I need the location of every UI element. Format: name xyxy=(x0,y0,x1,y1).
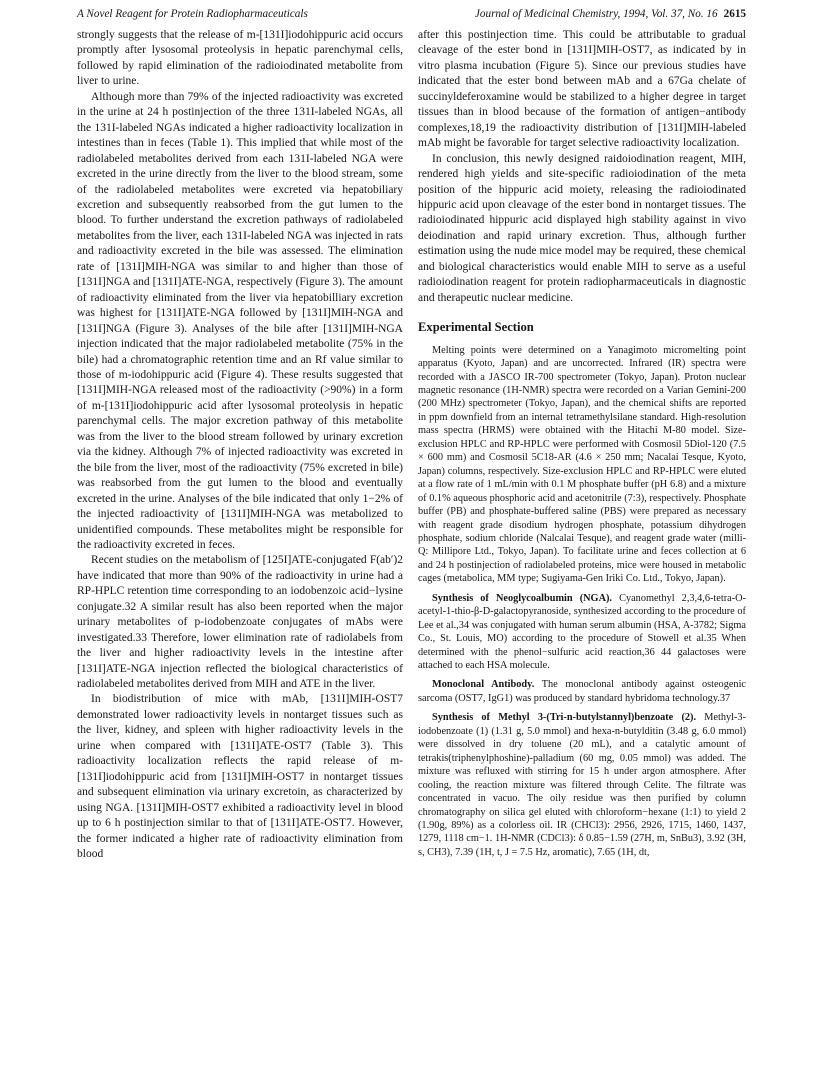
paragraph-conclusion: In conclusion, this newly designed raidoiodination reagent, MIH, rendered high yields and site-specific radioiodination of the meta position of the hippuric acid moiety, releasing the radioiodinated hippuric acid upon cleavage of the ester bond in nontarget tissues. The radioiodinated hippuric acid displayed high stability against in vivo deiodination and rapid urinary excretion. Thus, although further estimation using the nude mice model may be required, these chemical and biological characteristics would enable MIH to serve as a useful radioiodination reagent for protein radiopharmaceuticals in diagnostic and therapeutic nuclear medicine. xyxy=(418,152,746,304)
paragraph-continuation: strongly suggests that the release of m-[131I]iodohippuric acid occurs promptly after lysosomal proteolysis in hepatic parenchymal cells, followed by rapid elimination of the radioiodinated metabolite from liver to urine. xyxy=(77,29,403,88)
paragraph-excretion: Although more than 79% of the injected radioactivity was excreted in the urine at 24 h postinjection of the three 131I-labeled NGAs, all the 131I-labeled NGAs indicated a higher radioactivity localization in intestines than in feces (Table 1). This implied that while most of the radiolabeled metabolites derived from each 131I-labeled NGA were excreted in the urine directly from the liver to the blood stream, some of the radiolabeled metabolites were excreted via hepatobiliary excretion and subsequently reabsorbed from the gut lumen to the blood. To further understand the excretion pathways of radiolabeled metabolites from the liver, each 131I-labeled NGA was injected in rats and radioactivity excreted in the bile was assessed. The elimination rate of [131I]MIH-NGA was similar to and higher than those of [131I]NGA and [131I]ATE-NGA, respectively (Figure 3). The amount of radioactivity eliminated from the liver via hepatobilliary excretion was highest for [131I]ATE-NGA followed by [131I]MIH-NGA and [131I]NGA (Figure 3). Analyses of the bile after [131I]MIH-NGA injection indicated that the major radiolabeled metabolite (75% in the bile) had a chromatographic retention time and an Rf value similar to those of m-iodohippuric acid (Figure 4). These results suggested that [131I]MIH-NGA released most of the radioactivity (>90%) in a form of m-[131I]iodohippuric acid after lysosomal proteolysis in hepatic parenchymal cells. The major excretion pathway of this metabolite was from the liver to the blood stream followed by urinary excretion via the kidney. Although 7% of injected radioactivity was excreted in the bile from the liver, most of the radioactivity (75% excreted in bile) was reabsorbed from the gut lumen to the blood and eventually excreted in the urine. Analyses of the bile indicated that only 1−2% of the injected radioactivity of [131I]MIH-NGA was metabolized to unidentified compounds. These metabolites might be responsible for the radioactivity excreted in feces. xyxy=(77,90,403,551)
running-header xyxy=(77,6,746,24)
page-number: 2615 xyxy=(723,8,746,20)
subheading-antibody: Monoclonal Antibody. xyxy=(432,679,535,691)
experimental-section xyxy=(418,344,746,860)
left-column xyxy=(77,28,403,1053)
paragraph-metabolism: Recent studies on the metabolism of [125I]ATE-conjugated F(ab′)2 have indicated that more than 90% of the radioactivity in urine had a RP-HPLC retention time corresponding to an iodobenzoic acid−lysine conjugate.32 A similar result has also been reported when the major urinary metabolites of p-iodobenzoate conjugates of mAbs were investigated.33 Therefore, lower elimination rate of radiolabels from the liver and higher radioactivity levels in the intestine after [131I]ATE-NGA injection reflected the biological characteristics of radiolabeled metabolites derived from MIH and ATE in the liver. xyxy=(77,554,403,691)
section-heading-experimental: Experimental Section xyxy=(418,320,534,335)
header-article-title: A Novel Reagent for Protein Radiopharmaceuticals xyxy=(77,8,308,20)
paragraph-nga-synthesis xyxy=(418,592,746,673)
paragraph-general-methods: Melting points were determined on a Yanagimoto micromelting point apparatus (Kyoto, Japan) and are uncorrected. Infrared (IR) spectra were recorded with a JASCO IR-700 spectrometer (Tokyo, Japan). Proton nuclear magnetic resonance (1H-NMR) spectra were recorded on a Varian Gemini-200 (200 MHz) spectrometer (Tokyo, Japan), and the chemical shifts are reported in ppm downfield from an internal tetramethylsilane standard. High-resolution mass spectra (HRMS) were obtained with the Hitachi M-80 model. Size-exclusion HPLC and RP-HPLC were performed with Cosmosil 5Diol-120 (7.5 × 600 mm) and Cosmosil 5C18-AR (4.6 × 250 mm; Nacalai Tesque, Kyoto, Japan) columns, respectively. Size-exclusion HPLC and RP-HPLC were eluted at a flow rate of 1 mL/min with 0.1 M phosphate buffer (pH 6.8) and a mixture of 0.1% aqueous phosphoric acid and acetonitrile (7:3), respectively. Phosphate buffer (PB) and phosphate-buffered saline (PBS) were prepared as necessary with reagent grade disodium hydrogen phosphate, potassium dihydrogen phosphate, sodium chloride (Nalcalai Tesque), and reagent grade water (milli-Q: Millipore Ltd., Tokyo, Japan). To facilitate urine and feces collection at 6 and 24 h postinjection of radiolabeled proteins, mice were housed in metabolic cages (metabolica, MM type; Sugiyama-Gen Iriki Co. Ltd., Tokyo, Japan). xyxy=(418,344,746,585)
text-antibody: The monoclonal antibody against osteogenic sarcoma (OST7, IgG1) was produced by standard hybridoma technology.37 xyxy=(418,679,746,704)
paragraph-synthesis-2 xyxy=(418,711,746,859)
text-nga: Cyanomethyl 2,3,4,6-tetra-O-acetyl-1-thio-β-D-galactopyranoside, synthesized according to the procedure of Lee et al.,34 was conjugated with human serum albumin (HSA, A-3782; Sigma Co., St. Louis, MO) according to the procedure of Stowell et al.35 When determined with the phenol−sulfuric acid reaction,36 44 galactoses were attached to each HSA molecule. xyxy=(418,592,746,672)
paragraph-continuation-right: after this postinjection time. This could be attributable to gradual cleavage of the ester bond in [131I]MIH-OST7, as indicated by in vitro plasma incubation (Figure 5). Since our previous studies have indicated that the ester bond between mAb and a 67Ga chelate of succinyldeferoxamine would be stabilized to a higher degree in target tissues than in blood because of the formation of antigen−antibody complexes,18,19 the radioactivity distribution of [131I]MIH-labeled mAb might be favorable for target selective radioactivity localization. xyxy=(418,29,746,150)
header-journal-info xyxy=(475,8,746,20)
header-journal-citation: Journal of Medicinal Chemistry, 1994, Vol. 37, No. 16 xyxy=(474,8,718,20)
paragraph-biodistribution: In biodistribution of mice with mAb, [131I]MIH-OST7 demonstrated lower radioactivity levels in nontarget tissues such as the liver, kidney, and spleen with higher radioactivity levels in the urine when compared with [131I]ATE-OST7 (Table 3). This radioactivity localization reflects the rapid release of m-[131I]iodohippuric acid from [131I]MIH-OST7 in nontarget tissues and subsequent elimination via urinary excretoin, as characterized by using NGA. [131I]MIH-OST7 exhibited a radioactivity level in blood up to 6 h postinjection similar to that of [131I]ATE-OST7. However, the former indicated a higher rate of radioactivity elimination from blood xyxy=(77,693,403,861)
paragraph-monoclonal-antibody xyxy=(418,678,746,705)
subheading-nga: Synthesis of Neoglycoalbumin (NGA). xyxy=(432,592,613,604)
right-column xyxy=(418,28,746,1053)
subheading-synthesis-2: Synthesis of Methyl 3-(Tri-n-butylstannyl)benzoate (2). xyxy=(432,712,697,724)
text-synthesis-2: Methyl-3-iodobenzoate (1) (1.31 g, 5.0 mmol) and hexa-n-butylditin (3.48 g, 6.0 mmol) were dissolved in dry toluene (20 mL), and a catalytic amount of tetrakis(triphenylphoshine)-palladium (60 mg, 0.05 mmol) was added. The mixture was refluxed with stirring for 15 h under argon atmosphere. After cooling, the reaction mixture was filtered through Celite. The filtrate was concentrated in vacuo. The oily residue was then purified by column chromatography on silica gel eluted with chloroform−hexane (1:1) to yield 2 (1.90g, 89%) as a colorless oil. IR (CHCl3): 2956, 2926, 1715, 1460, 1437, 1279, 1118 cm−1. 1H-NMR (CDCl3): δ 0.85−1.59 (27H, m, SnBu3), 3.92 (3H, s, CH3), 7.39 (1H, t, J = 7.5 Hz, aromatic), 7.65 (1H, dt, xyxy=(418,712,746,858)
